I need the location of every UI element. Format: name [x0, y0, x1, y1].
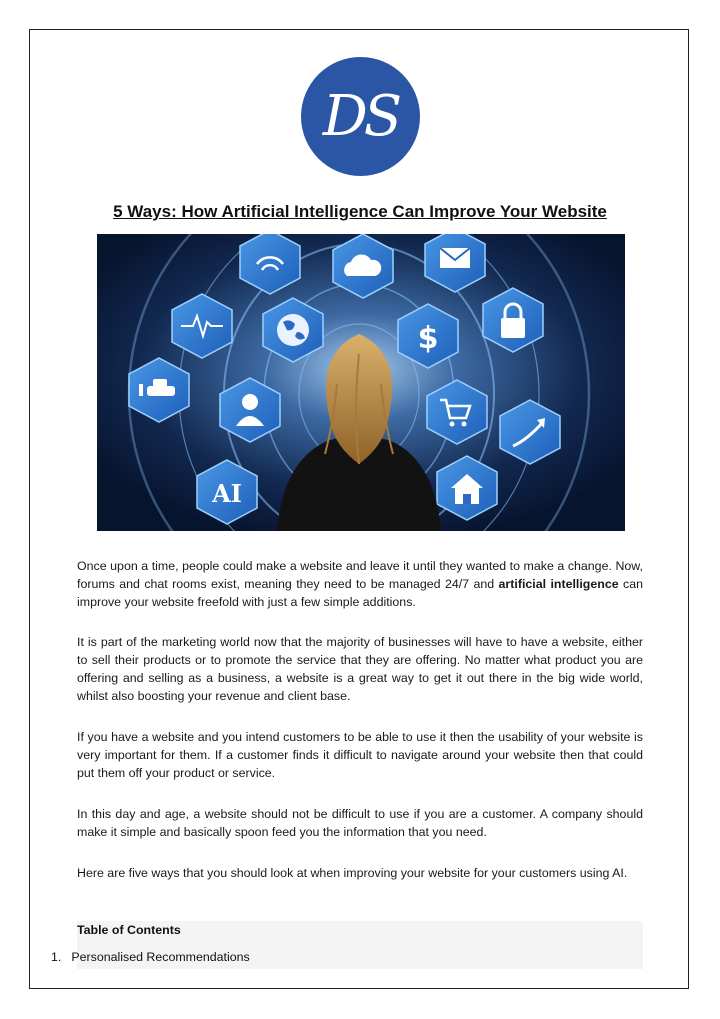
- paragraph-marketing: It is part of the marketing world now that the majority of businesses will have to have a website, either to sell their products or to promote the service that they are offering. No matter what product you are offering and selling as a business, a website is a great way to get it out there in the big wide world, whilst also boosting your revenue and client base.: [77, 635, 643, 703]
- paragraph-intro: Once upon a time, people could make a website and leave it until they wanted to make a change. Now, forums and chat rooms exist, meaning they need to be managed 24/7 and artificial intelligence can improve your website freefold with just a few simple additions.: [77, 559, 643, 609]
- logo-text: DS: [322, 83, 399, 149]
- paragraph-simplicity: In this day and age, a website should not be difficult to use if you are a customer. A company should make it simple and basically spoon feed you the information that you need.: [77, 807, 643, 839]
- ai-label: AI: [212, 479, 242, 508]
- table-of-contents: [51, 921, 643, 969]
- toc-item-number: 1.: [51, 950, 62, 964]
- ds-logo: [301, 57, 420, 176]
- hero-illustration: [97, 234, 625, 531]
- paragraph-five-ways: Here are five ways that you should look at when improving your website for your customers using AI.: [77, 866, 628, 880]
- paragraph-usability: If you have a website and you intend customers to be able to use it then the usability of your website is very important for them. If a customer finds it difficult to navigate around your website then that could put them off your product or service.: [77, 730, 643, 780]
- toc-heading: Table of Contents: [77, 923, 181, 937]
- page-title: 5 Ways: How Artificial Intelligence Can Improve Your Website: [113, 202, 607, 221]
- hero-image: [97, 234, 625, 531]
- dollar-symbol: $: [417, 321, 439, 356]
- toc-item-label[interactable]: Personalised Recommendations: [71, 950, 250, 964]
- toc-item[interactable]: [51, 950, 250, 964]
- bold-term: artificial intelligence: [498, 577, 619, 591]
